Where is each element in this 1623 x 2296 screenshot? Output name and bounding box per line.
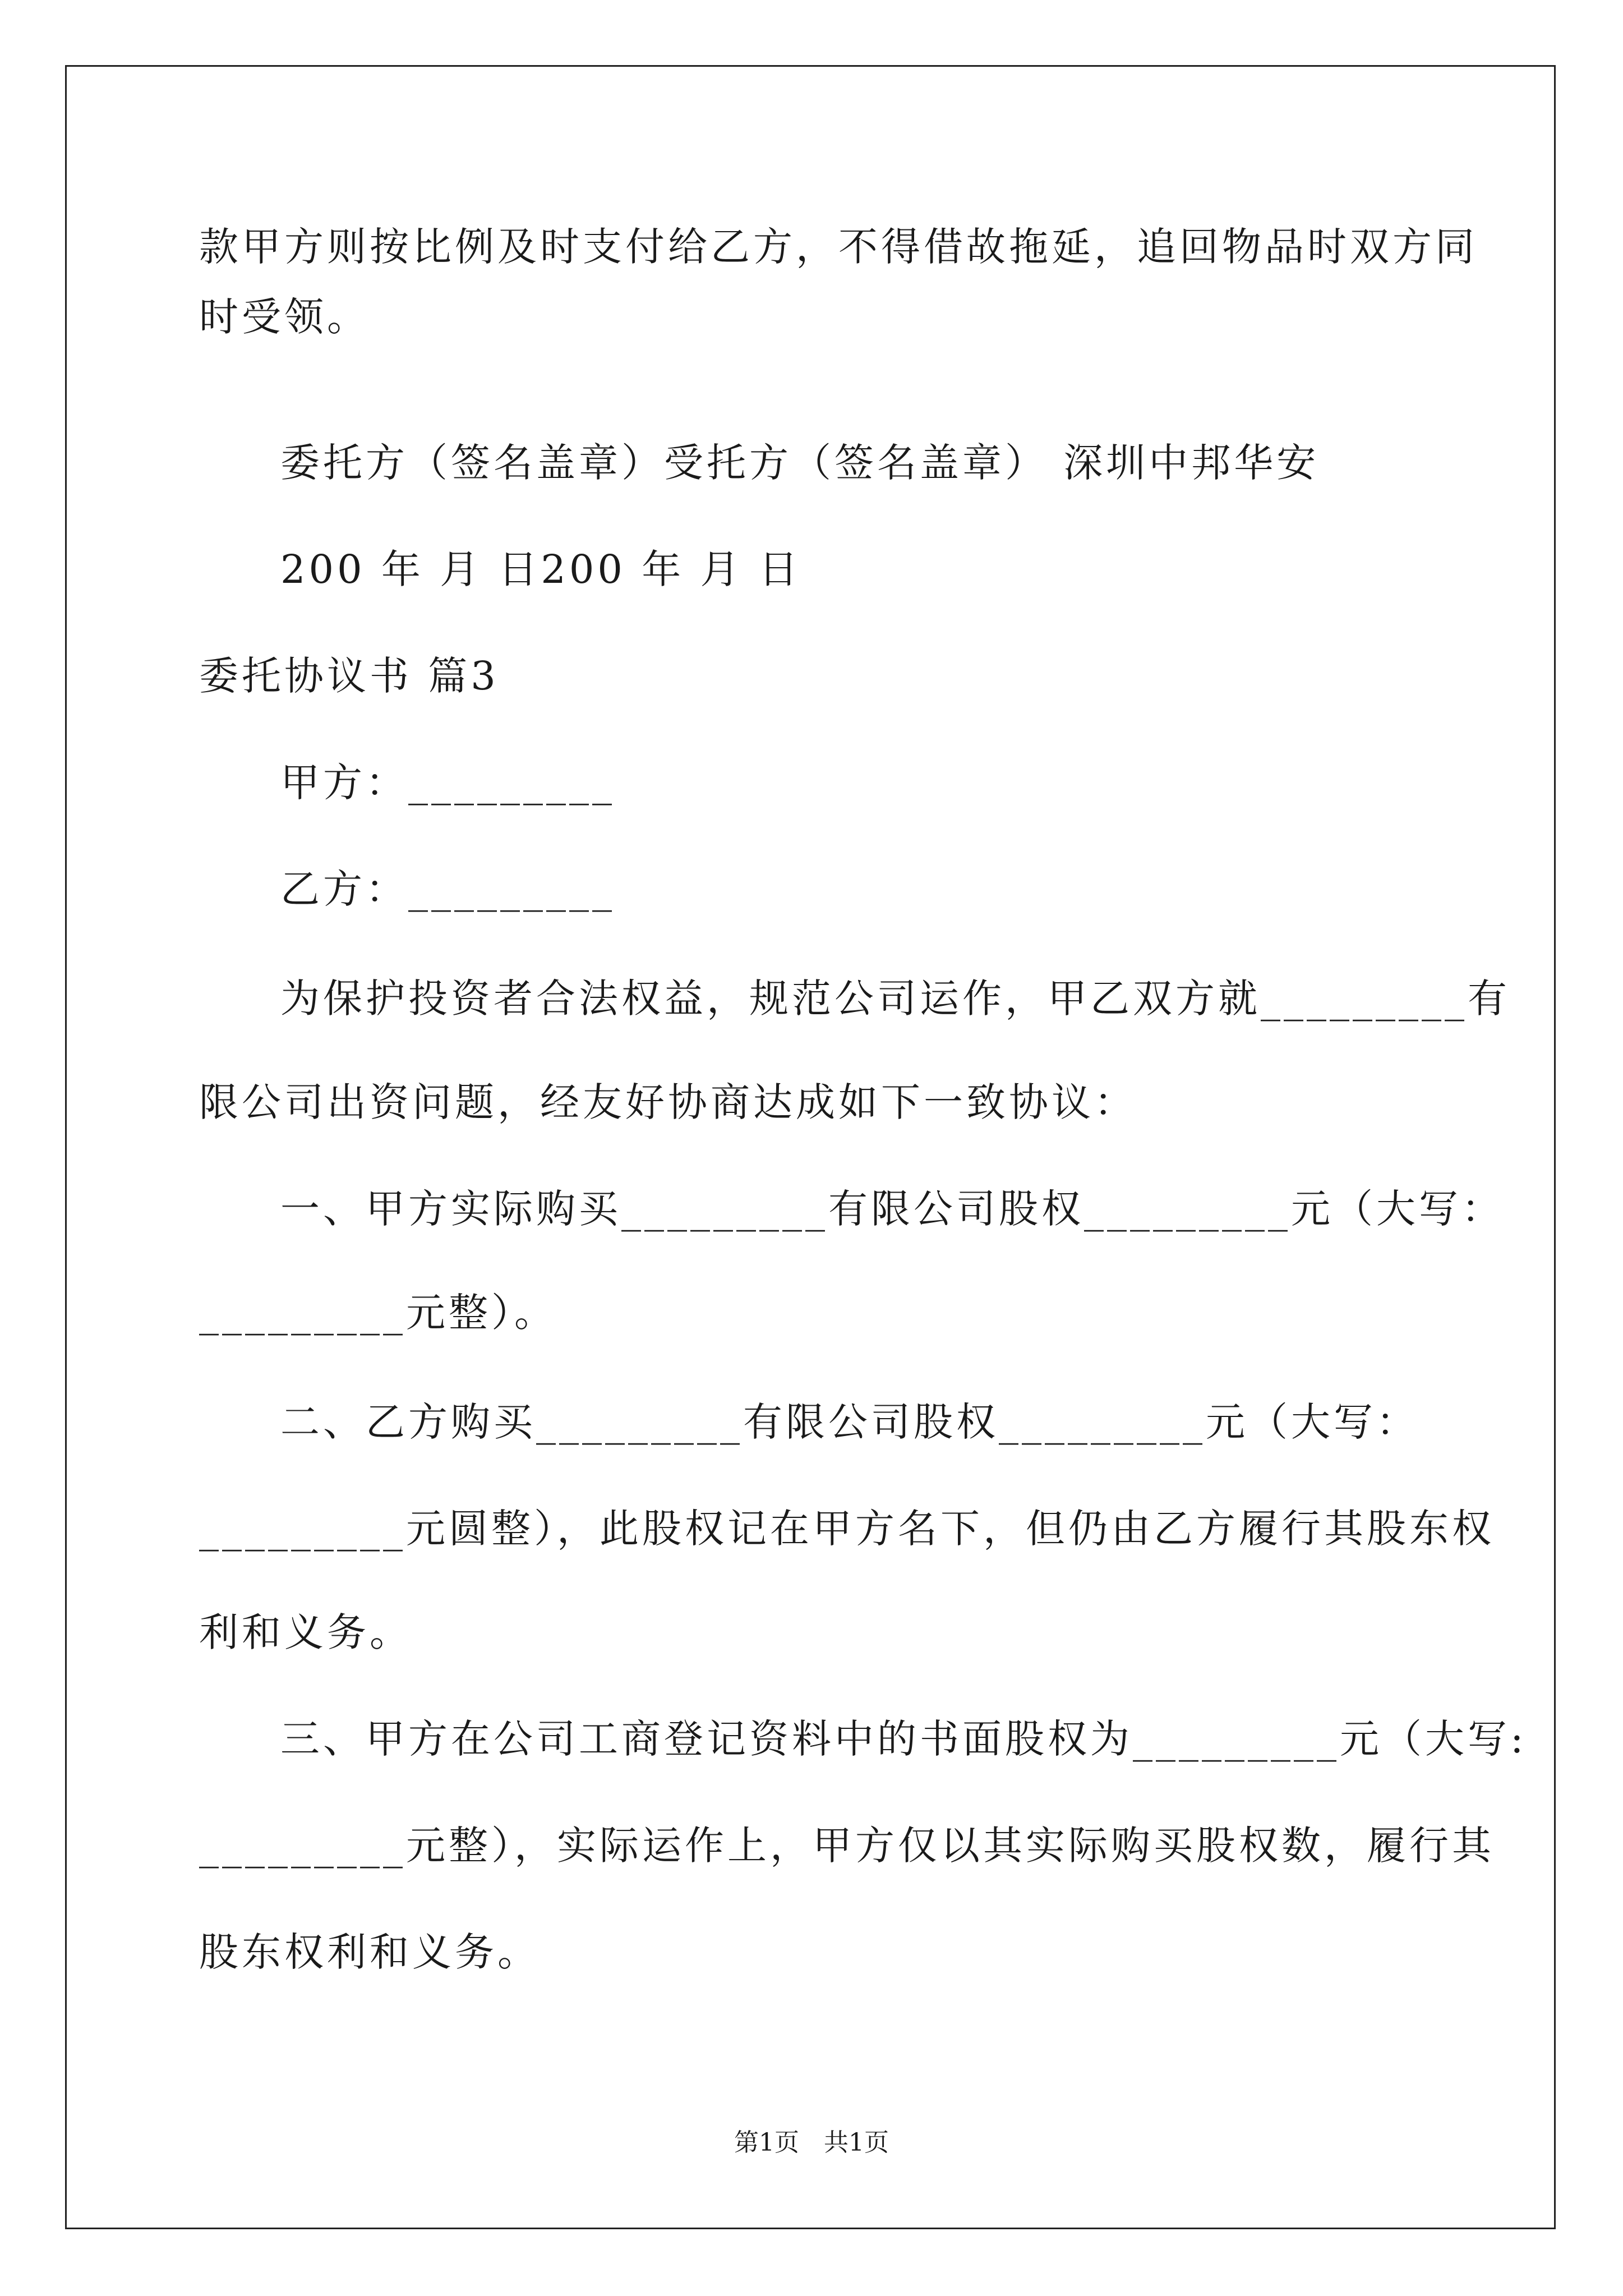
body-line-preamble-2: 限公司出资问题，经友好协商达成如下一致协议： (199, 1079, 1137, 1125)
clause-3-line-1: 三、甲方在公司工商登记资料中的书面股权为_________元（大写: (280, 1716, 1527, 1762)
signature-line: 委托方（签名盖章）受托方（签名盖章） 深圳中邦华安 (280, 440, 1320, 486)
clause-1-line-1: 一、甲方实际购买_________有限公司股权_________元（大写： (280, 1186, 1504, 1232)
clause-2-line-1: 二、乙方购买_________有限公司股权_________元（大写： (280, 1399, 1419, 1445)
clause-3-line-2: _________元整），实际运作上，甲方仅以其实际购买股权数，履行其 (199, 1823, 1495, 1869)
clause-1-line-2: _________元整）。 (199, 1290, 557, 1336)
page-number-footer: 第1页 共1页 (734, 2128, 889, 2157)
section-heading: 委托协议书 篇3 (199, 653, 499, 699)
body-line-2: 时受领。 (199, 294, 370, 340)
clause-3-line-3: 股东权利和义务。 (199, 1929, 540, 1975)
party-b-line: 乙方：_________ (280, 866, 615, 912)
clause-2-line-2: _________元圆整），此股权记在甲方名下，但仍由乙方履行其股东权 (199, 1506, 1495, 1552)
clause-2-line-3: 利和义务。 (199, 1609, 412, 1655)
date-line: 200 年 月 日200 年 月 日 (280, 546, 801, 592)
body-line-preamble-1: 为保护投资者合法权益，规范公司运作，甲乙双方就_________有 (280, 976, 1510, 1022)
page-border (65, 65, 1556, 2229)
body-line-1: 款甲方则按比例及时支付给乙方，不得借故拖延，追回物品时双方同 (199, 224, 1478, 270)
party-a-line: 甲方：_________ (280, 760, 615, 806)
